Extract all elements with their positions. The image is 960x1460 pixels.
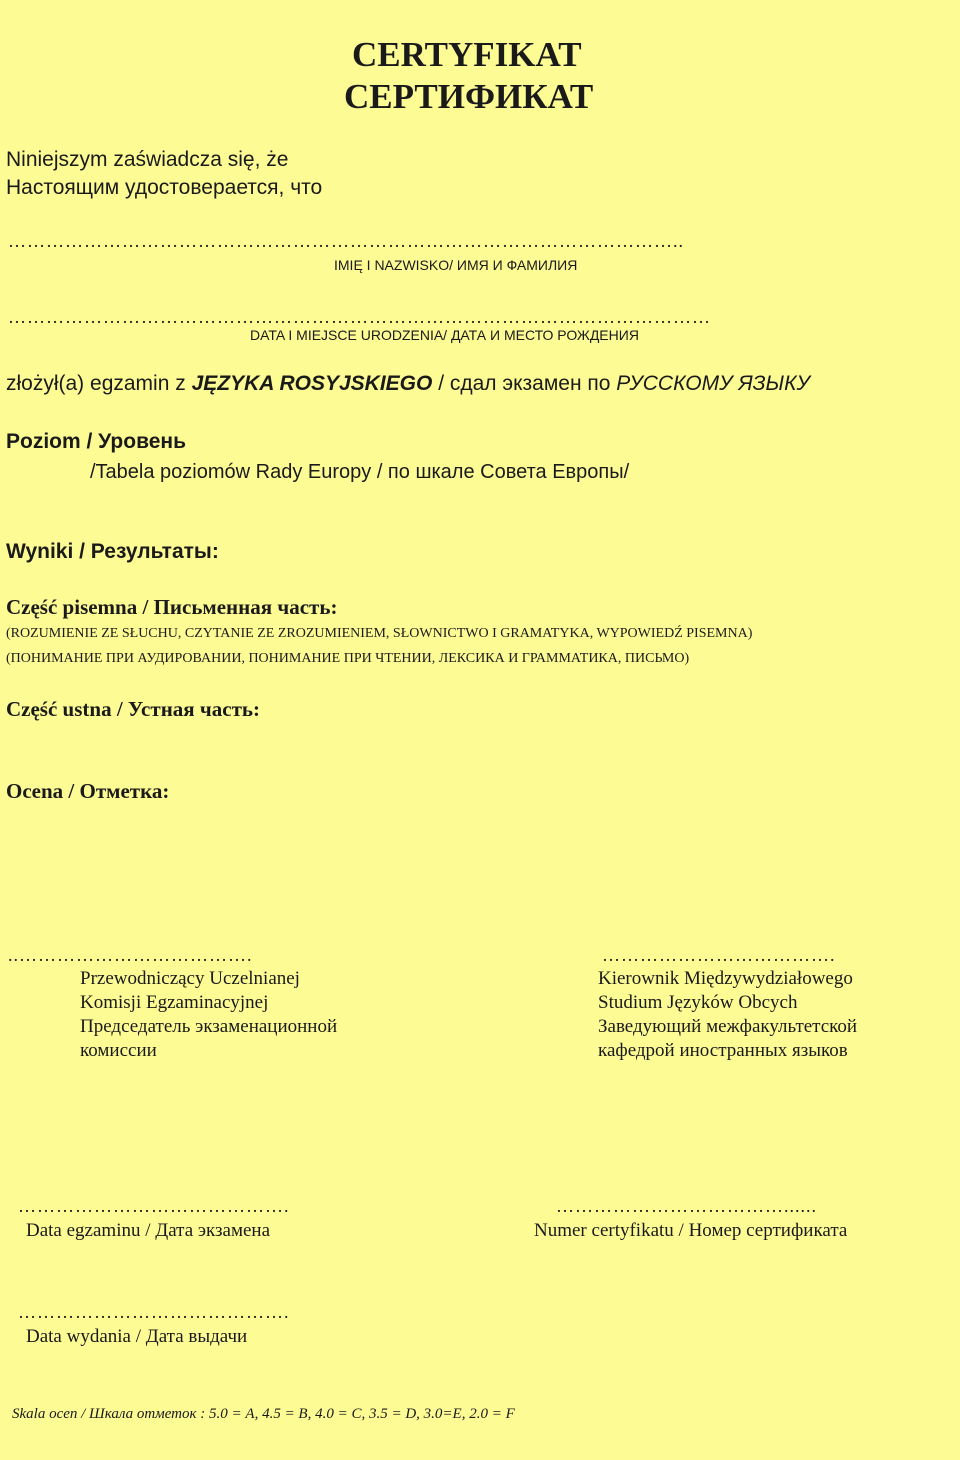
level-sub: /Tabela poziomów Rady Europy / по шкале Совета Европы/ [90, 461, 630, 483]
signature-left-line1: Przewodniczący Uczelnianej [80, 968, 300, 989]
exam-language-pl: JĘZYKA ROSYJSKIEGO [191, 372, 433, 395]
exam-date-dots: ……………………………………. [18, 1196, 290, 1216]
exam-language-ru: РУССКОМУ ЯЗЫКУ [616, 372, 810, 395]
results-label: Wyniki / Результаты: [6, 540, 219, 563]
signature-left-line3: Председатель экзаменационной [80, 1016, 338, 1037]
birth-dots: ………………………………………………………………………………………………… [8, 307, 711, 327]
signature-right-line3: Заведующий межфакультетской [598, 1016, 858, 1037]
cert-number-label: Numer certyfikatu / Номер сертификата [534, 1220, 848, 1241]
exam-prefix-pl: złożył(a) egzamin z [6, 372, 192, 395]
signature-right-line2: Studium Języków Obcych [598, 992, 798, 1013]
signature-right-block [598, 967, 857, 1063]
intro-pl: Niniejszym zaświadcza się, że [6, 148, 289, 171]
title-ru: СЕРТИФИКАТ [344, 77, 594, 116]
signature-left-line4: комиссии [80, 1040, 157, 1061]
level-label: Poziom / Уровень [6, 430, 186, 453]
exam-prefix-ru: сдал экзамен по [449, 372, 617, 395]
oral-label: Część ustna / Устная часть: [6, 697, 260, 721]
signature-left-block [80, 967, 337, 1063]
grading-scale: Skala ocen / Шкала отметок : 5.0 = A, 4.5 = B, 4.0 = C, 3.5 = D, 3.0=E, 2.0 = F [12, 1406, 515, 1422]
written-label: Część pisemna / Письменная часть: [6, 595, 338, 619]
issue-date-label: Data wydania / Дата выдачи [26, 1326, 248, 1347]
grade-label: Ocena / Отметка: [6, 779, 170, 803]
name-dots: …………………………………………………………………………………………….. [8, 231, 684, 251]
signature-right-dots: ………………………………. [602, 945, 836, 965]
exam-separator: / [432, 372, 450, 395]
signature-left-line2: Komisji Egzaminacyjnej [80, 992, 269, 1013]
signature-right-line4: кафедрой иностранных языков [598, 1040, 848, 1061]
issue-date-dots: ……………………………………. [18, 1302, 290, 1322]
written-desc-pl: (ROZUMIENIE ZE SŁUCHU, CZYTANIE ZE ZROZUMIENIEM, SŁOWNICTWO I GRAMATYKA, WYPOWIEDŹ PISEMNA) [6, 626, 753, 641]
birth-caption: DATA I MIEJSCE URODZENIA/ ДАТА И МЕСТО РОЖДЕНИЯ [250, 327, 639, 343]
cert-number-dots: ………………………………...... [556, 1196, 817, 1216]
exam-line [6, 372, 810, 396]
exam-date-label: Data egzaminu / Дата экзамена [26, 1220, 271, 1241]
signature-left-dots: ..………………………………. [8, 945, 253, 965]
title-pl: CERTYFIKAT [352, 35, 582, 74]
name-caption: IMIĘ I NAZWISKO/ ИМЯ И ФАМИЛИЯ [334, 257, 578, 273]
signature-right-line1: Kierownik Międzywydziałowego [598, 968, 853, 989]
intro-ru: Настоящим удостоверается, что [6, 176, 323, 199]
written-desc-ru: (ПОНИМАНИЕ ПРИ АУДИРОВАНИИ, ПОНИМАНИЕ ПРИ ЧТЕНИИ, ЛЕКСИКА И ГРАММАТИКА, ПИСЬМО) [6, 651, 690, 666]
